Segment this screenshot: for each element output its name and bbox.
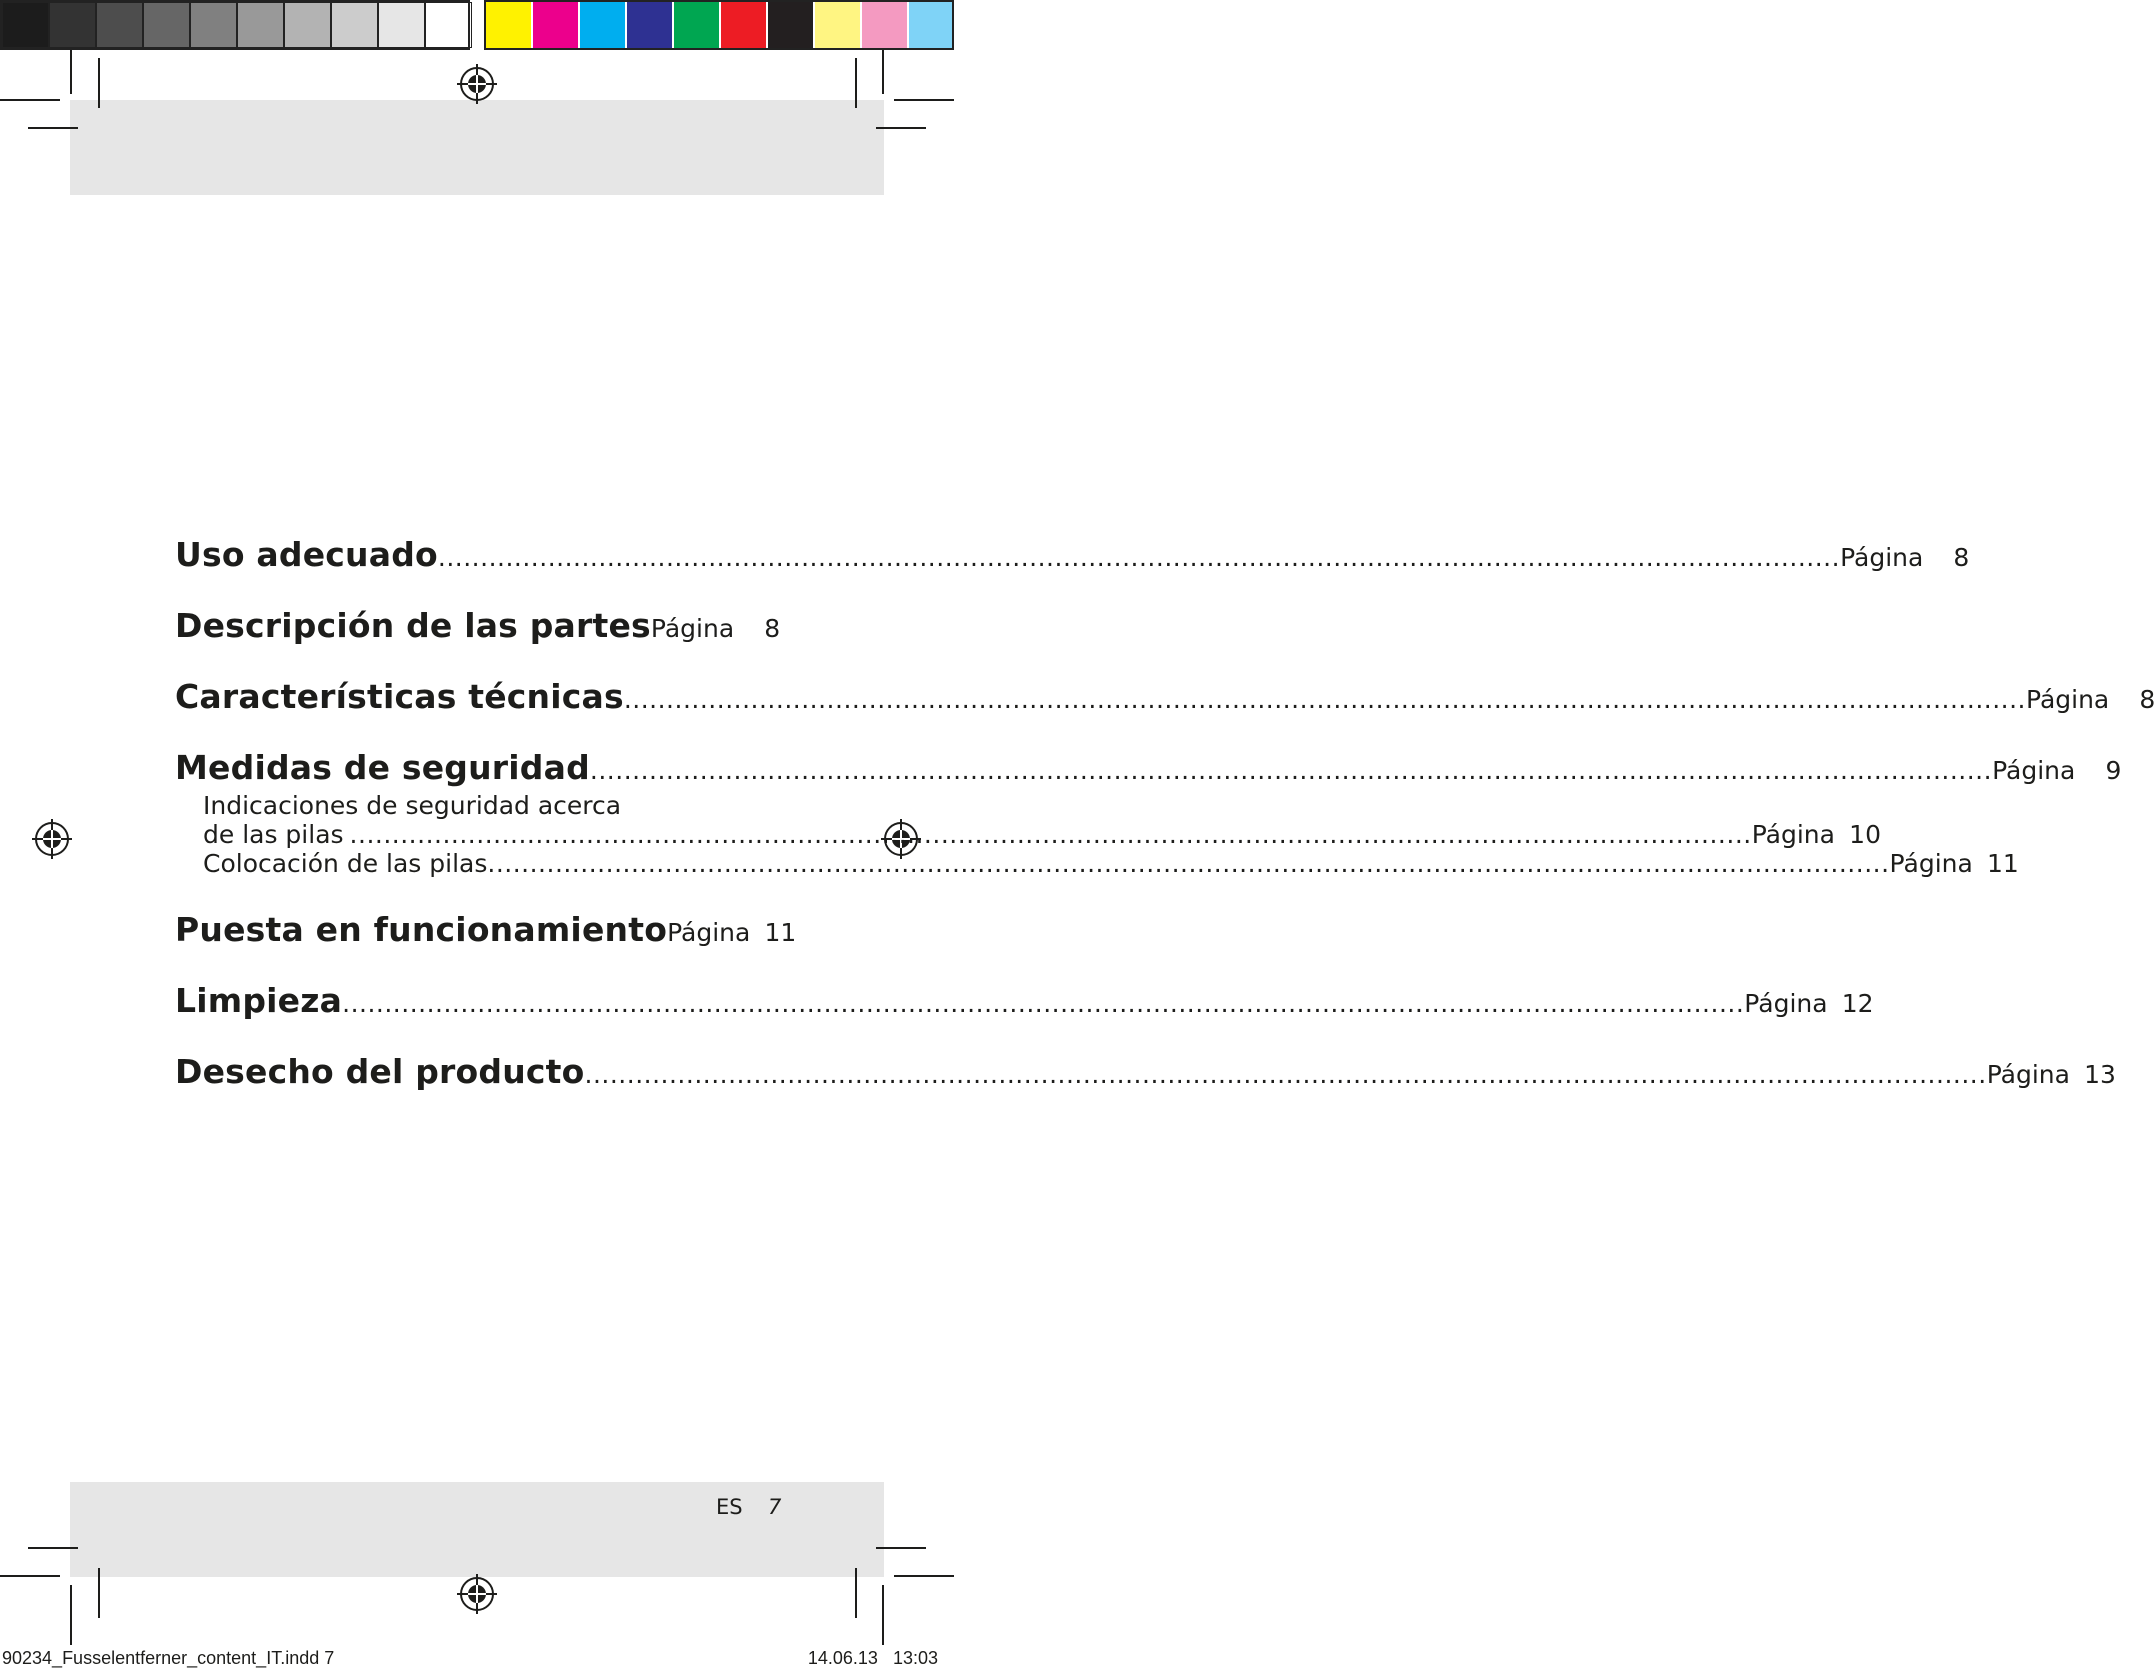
gray-swatch xyxy=(190,2,237,48)
toc-page-number: 13 xyxy=(2084,1060,2116,1089)
toc-subentry-title: de las pilas xyxy=(203,820,344,849)
footer-language-code: ES xyxy=(716,1495,743,1519)
color-swatch xyxy=(909,2,954,48)
footer-band xyxy=(70,1482,884,1577)
color-swatch xyxy=(721,2,766,48)
dot-leader xyxy=(585,1060,1987,1089)
toc-entry-caracteristicas[interactable] xyxy=(175,677,2155,716)
dot-leader xyxy=(624,685,2026,714)
gray-swatch xyxy=(237,2,284,48)
registration-mark-icon xyxy=(32,819,72,859)
crop-mark xyxy=(28,1547,78,1549)
color-swatch xyxy=(580,2,625,48)
crop-mark xyxy=(876,127,926,129)
toc-entry-title: Desecho del producto xyxy=(175,1052,585,1091)
slug-filename: 90234_Fusselentferner_content_IT.indd 7 xyxy=(2,1648,335,1668)
toc-page-number: 12 xyxy=(1841,989,1874,1018)
toc-subentry-indicaciones-line1[interactable] xyxy=(175,791,780,820)
crop-mark xyxy=(70,1585,72,1645)
crop-mark xyxy=(855,1568,857,1618)
toc-page-label: Página xyxy=(1992,756,2076,785)
toc-subentry-indicaciones[interactable] xyxy=(175,820,1881,849)
color-swatch xyxy=(674,2,719,48)
toc-entry-title: Puesta en funcionamiento xyxy=(175,910,668,949)
crop-mark xyxy=(0,99,60,101)
registration-mark-icon xyxy=(457,1574,497,1614)
toc-entry-title: Limpieza xyxy=(175,981,343,1020)
gray-swatch xyxy=(284,2,331,48)
toc-page-number: 11 xyxy=(764,918,797,947)
crop-mark xyxy=(0,1575,60,1577)
toc-page-number: 8 xyxy=(764,614,781,643)
toc-page-label: Página xyxy=(2026,685,2110,714)
dot-leader xyxy=(350,820,1752,849)
crop-mark xyxy=(876,1547,926,1549)
toc-page-label: Página xyxy=(1889,849,1973,878)
toc-page-number: 11 xyxy=(1987,849,2019,878)
toc-entry-title: Medidas de seguridad xyxy=(175,748,590,787)
toc-page-number: 8 xyxy=(2139,685,2155,714)
color-swatch xyxy=(627,2,672,48)
gray-swatch xyxy=(378,2,425,48)
toc-entry-descripcion[interactable] xyxy=(175,606,780,645)
gray-swatch xyxy=(331,2,378,48)
crop-mark xyxy=(894,1575,954,1577)
toc-entry-desecho[interactable] xyxy=(175,1052,2116,1091)
color-swatch xyxy=(486,2,531,48)
gray-swatch xyxy=(425,2,472,48)
dot-leader xyxy=(438,543,1840,572)
toc-entry-uso-adecuado[interactable] xyxy=(175,535,1970,574)
toc-page-label: Página xyxy=(650,614,735,643)
gray-swatch xyxy=(143,2,190,48)
crop-mark xyxy=(70,50,72,94)
toc-entry-medidas[interactable] xyxy=(175,748,2122,787)
gray-swatch xyxy=(2,2,49,48)
color-control-bar xyxy=(0,0,954,50)
dot-leader xyxy=(342,989,1744,1018)
gray-swatch xyxy=(49,2,96,48)
toc-entry-title: Características técnicas xyxy=(175,677,624,716)
toc-page-label: Página xyxy=(1986,1060,2070,1089)
crop-mark xyxy=(98,1568,100,1618)
toc-subentry-colocacion[interactable] xyxy=(175,849,2019,878)
crop-mark xyxy=(894,99,954,101)
crop-mark xyxy=(28,127,78,129)
toc-entry-title: Uso adecuado xyxy=(175,535,438,574)
header-band xyxy=(70,100,884,195)
gray-swatch xyxy=(96,2,143,48)
toc-subentry-title: Colocación de las pilas xyxy=(203,849,488,878)
toc-page-label: Página xyxy=(1744,989,1828,1018)
toc-page-label: Página xyxy=(1840,543,1924,572)
toc-entry-title: Descripción de las partes xyxy=(175,606,651,645)
dot-leader xyxy=(590,756,1992,785)
crop-mark xyxy=(98,58,100,108)
crop-mark xyxy=(855,58,857,108)
toc-page-number: 8 xyxy=(1953,543,1970,572)
color-swatch xyxy=(533,2,578,48)
toc-entry-limpieza[interactable] xyxy=(175,981,1874,1020)
color-swatch xyxy=(815,2,860,48)
toc-page-label: Página xyxy=(667,918,751,947)
footer-page-number: 7 xyxy=(768,1495,782,1519)
crop-mark xyxy=(882,50,884,94)
toc-entry-puesta[interactable] xyxy=(175,910,797,949)
toc-page-label: Página xyxy=(1751,820,1835,849)
registration-mark-icon xyxy=(457,64,497,104)
toc-page-number: 9 xyxy=(2105,756,2122,785)
toc-subentry-title: Indicaciones de seguridad acerca xyxy=(203,791,622,820)
slug-datetime: 14.06.13 13:03 xyxy=(807,1648,938,1668)
dot-leader xyxy=(487,849,1889,878)
color-swatch xyxy=(862,2,907,48)
crop-mark xyxy=(882,1585,884,1645)
color-swatch xyxy=(768,2,813,48)
toc-page-number: 10 xyxy=(1849,820,1881,849)
table-of-contents xyxy=(175,535,2155,1091)
